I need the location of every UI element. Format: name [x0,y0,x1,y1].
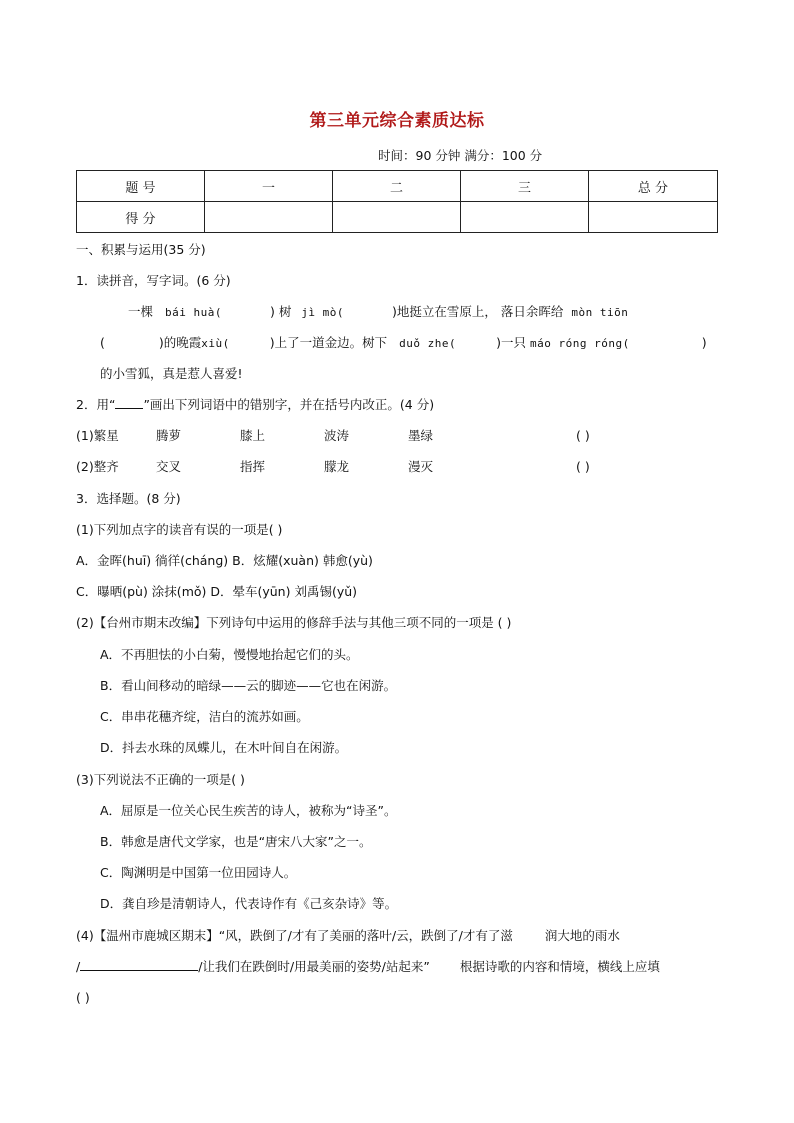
word-item: (1)繁星 [76,428,119,443]
score-header-cell: 二 [333,171,461,202]
question-3-part-3: (3)下列说法不正确的一项是( ) [76,772,245,787]
text: 2．用“ [76,397,116,412]
pinyin: duǒ zhe( [399,337,457,350]
pinyin: máo róng róng( [529,337,630,350]
score-header-cell: 总 分 [589,171,718,202]
option-d: D．龚自珍是清朝诗人，代表诗作有《己亥杂诗》等。 [100,896,398,911]
score-table-header-row [77,171,718,202]
text: ( [100,335,105,350]
answer-paren[interactable]: ( ) [576,428,590,443]
word-item: 腾萝 [156,428,182,443]
text: )上了一道金边。树下 [269,335,388,350]
word-item: (2)整齐 [76,459,119,474]
text: / [76,959,81,974]
underline-sample [115,398,143,409]
text: (4)【温州市鹿城区期末】“风，跌倒了/才有了美丽的落叶/云，跌倒了/才有了滋 [76,928,513,943]
option-b: B．看山间移动的暗绿——云的脚迹——它也在闲游。 [100,678,397,693]
question-3-part-2: (2)【台州市期末改编】下列诗句中运用的修辞手法与其他三项不同的一项是 ( ) [76,615,512,630]
score-cell[interactable] [205,202,333,233]
question-2-stem [76,396,434,414]
page-title: 第三单元综合素质达标 [309,111,485,131]
text: 润大地的雨水 [544,928,620,943]
word-item: 指挥 [240,459,266,474]
score-table [76,170,718,233]
pinyin: mòn tiōn [571,306,629,319]
question-3-part-4 [76,927,620,945]
question-3-part-4-line-2 [76,958,660,976]
word-item: 漫灭 [408,459,434,474]
question-2-row [76,427,726,445]
word-item: 波涛 [324,428,350,443]
pinyin: jì mò( [301,306,345,319]
score-header-cell: 题 号 [77,171,205,202]
text: )地挺立在雪原上， 落日余晖给 [392,304,564,319]
text: 根据诗歌的内容和情境，横线上应填 [459,959,660,974]
question-2-row [76,458,726,476]
score-row-label: 得 分 [77,202,205,233]
score-cell[interactable] [461,202,589,233]
word-item: 墨绿 [408,428,434,443]
fill-blank[interactable] [80,958,198,971]
score-cell[interactable] [589,202,718,233]
word-item: 朦龙 [324,459,350,474]
text: ) 树 [269,304,292,319]
question-1-line-1 [128,303,628,322]
pinyin: xiù( [201,337,230,350]
pinyin: bái huà( [165,306,222,319]
question-1-line-2 [100,334,730,353]
score-cell[interactable] [333,202,461,233]
question-3-part-1: (1)下列加点字的读音有误的一项是( ) [76,522,283,537]
question-1-stem: 1．读拼音，写字词。(6 分) [76,273,231,288]
option-c: C．串串花穗齐绽，洁白的流苏如画。 [100,709,309,724]
word-item: 膝上 [240,428,266,443]
option-a: A．不再胆怯的小白菊，慢慢地抬起它们的头。 [100,647,359,662]
option-c: C．陶渊明是中国第一位田园诗人。 [100,865,297,880]
text: /让我们在跌倒时/用最美丽的姿势/站起来” [198,959,430,974]
answer-paren[interactable]: ( ) [76,990,90,1005]
section-heading: 一、积累与运用(35 分) [76,242,206,257]
option-b: B．韩愈是唐代文学家，也是“唐宋八大家”之一。 [100,834,372,849]
text: ”画出下列词语中的错别字，并在括号内改正。(4 分) [143,397,435,412]
exam-info: 时间：90 分钟 满分：100 分 [378,148,543,163]
question-1-line-3: 的小雪狐，真是惹人喜爱! [100,366,243,381]
text: )一只 [496,335,526,350]
question-3-stem: 3．选择题。(8 分) [76,491,181,506]
score-header-cell: 一 [205,171,333,202]
text: 一棵 [128,304,154,319]
word-item: 交叉 [156,459,182,474]
option-d: D．抖去水珠的凤蝶儿，在木叶间自在闲游。 [100,740,348,755]
option-line: C．曝晒(pù) 涂抹(mǒ) D．晕车(yūn) 刘禹锡(yǔ) [76,584,358,599]
text: ) [701,335,707,350]
score-table-score-row [77,202,718,233]
text: )的晚霞 [158,335,202,350]
score-header-cell: 三 [461,171,589,202]
option-line: A．金晖(huī) 徜徉(chánɡ) B．炫耀(xuàn) 韩愈(yù) [76,553,373,568]
option-a: A．屈原是一位关心民生疾苦的诗人，被称为“诗圣”。 [100,803,397,818]
answer-paren[interactable]: ( ) [576,459,590,474]
